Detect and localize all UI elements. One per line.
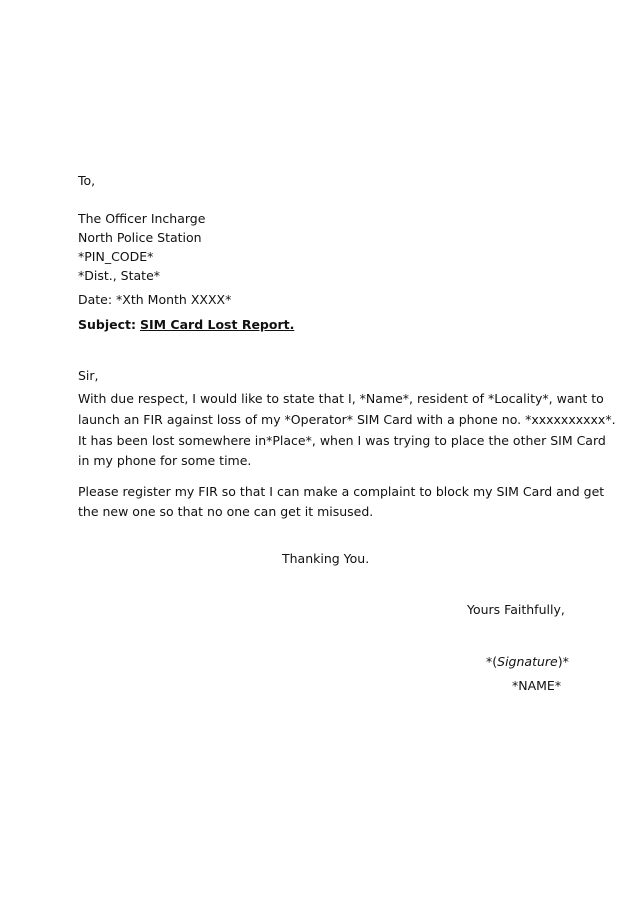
signature-suffix: )* — [557, 654, 569, 669]
to-line: To, — [78, 173, 96, 188]
subject-text: SIM Card Lost Report. — [139, 317, 295, 332]
signature-line — [486, 654, 569, 670]
recipient-line-1: The Officer Incharge — [78, 211, 206, 226]
signature-prefix: *( — [486, 654, 498, 669]
subject-line — [78, 317, 294, 333]
date-line: Date: *Xth Month XXXX* — [78, 292, 232, 307]
recipient-line-4: *Dist., State* — [78, 268, 161, 283]
recipient-line-3: *PIN_CODE* — [78, 249, 154, 264]
closing-line: Yours Faithfully, — [467, 602, 565, 617]
body-p1-line-2: launch an FIR against loss of my *Operator* SIM Card with a phone no. *xxxxxxxxxx*. — [78, 412, 616, 427]
body-p2-line-2: the new one so that no one can get it misused. — [78, 504, 374, 519]
body-p1-line-3: It has been lost somewhere in*Place*, when I was trying to place the other SIM Card — [78, 433, 606, 448]
subject-label: Subject: — [78, 317, 136, 332]
body-p1-line-4: in my phone for some time. — [78, 453, 252, 468]
salutation: Sir, — [78, 368, 99, 383]
body-p2-line-1: Please register my FIR so that I can make a complaint to block my SIM Card and get — [78, 484, 605, 499]
signature-word: Signature — [497, 654, 558, 669]
body-p1-line-1: With due respect, I would like to state that I, *Name*, resident of *Locality*, want to — [78, 391, 604, 406]
recipient-line-2: North Police Station — [78, 230, 202, 245]
name-line: *NAME* — [512, 678, 562, 693]
thanks-line: Thanking You. — [282, 551, 370, 566]
